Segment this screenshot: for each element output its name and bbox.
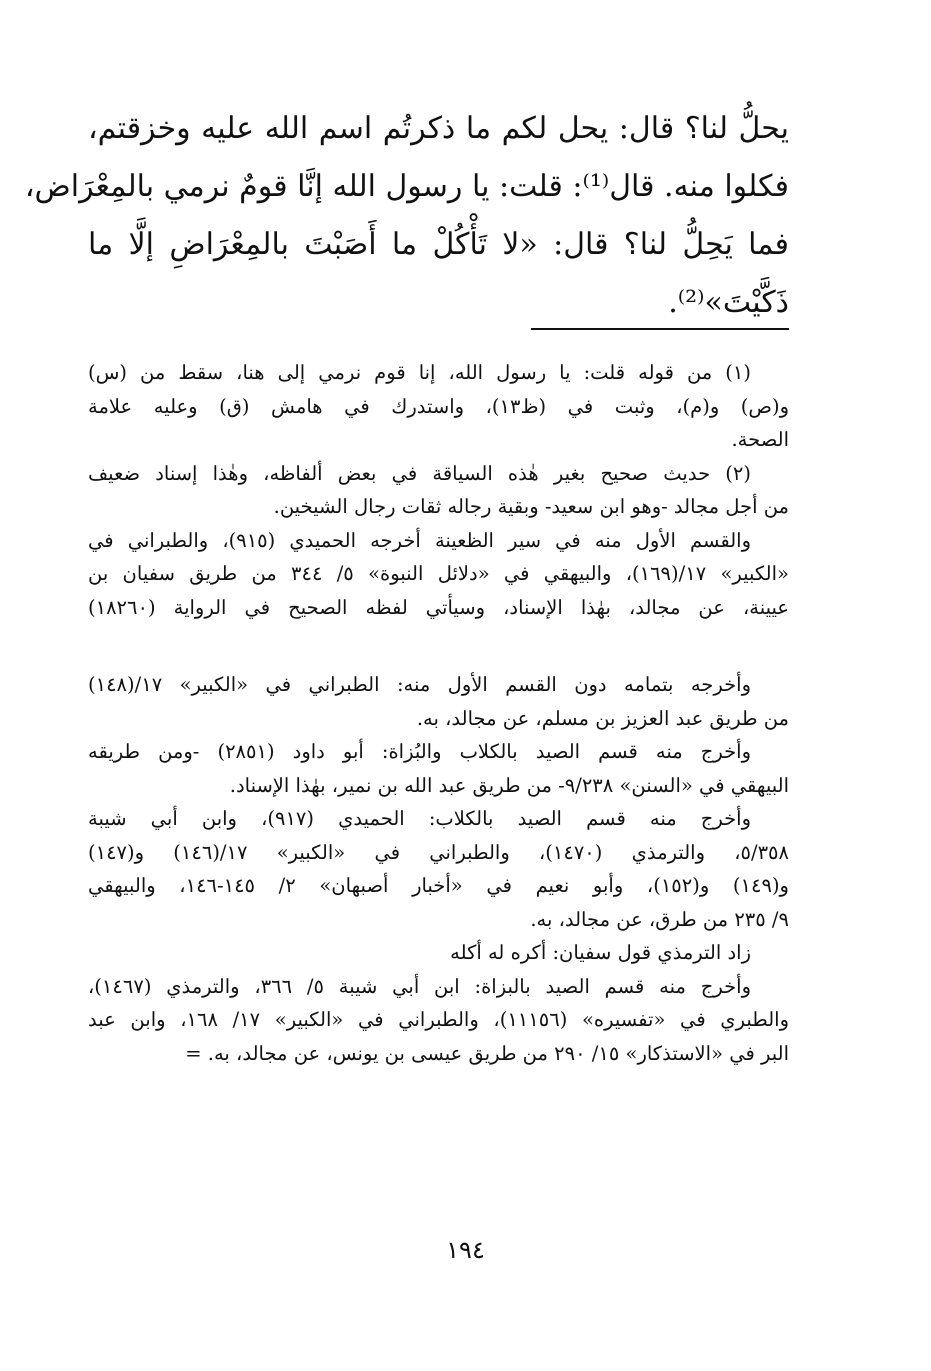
footnote-2-paragraph (88, 936, 789, 970)
footnote-line: (١) من قوله قلت: يا رسول الله، إنا قوم نرمي إلى هنا، سقط من (س) (88, 361, 751, 384)
footnote-line: وأخرجه بتمامه دون القسم الأول منه: الطبراني في «الكبير» ١٧/(١٤٨) (88, 673, 751, 696)
main-text (24, 100, 789, 332)
footnote-line: وأخرج منه قسم الصيد بالكلاب: الحميدي (٩١٧)، وابن أبي شيبة (88, 807, 751, 830)
footnote-line: عيينة، عن مجالد، بهٰذا الإسناد، وسيأتي لفظه الصحيح في الرواية (١٨٢٦٠) (88, 595, 789, 619)
footnote-line: ٥/٣٥٨، والترمذي (١٤٧٠)، والطبراني في «الكبير» ١٧/(١٤٦) و(١٤٧) (88, 840, 789, 864)
footnote-line: البر في «الاستذكار» ١٥/ ٢٩٠ من طريق عيسى بن يونس، عن مجالد، به. = (185, 1041, 789, 1065)
footnote-line: من أجل مجالد -وهو ابن سعيد- وبقية رجاله ثقات رجال الشيخين. (273, 495, 789, 518)
footnote-line: البيهقي في «السنن» ٩/٢٣٨- من طريق عبد الله بن نمير، بهٰذا الإسناد. (229, 773, 789, 797)
footnote-line: «الكبير» ١٧/(١٦٩)، والبيهقي في «دلائل النبوة» ٥/ ٣٤٤ من طريق سفيان بن (88, 562, 789, 585)
footnote-line: الصحة. (731, 428, 789, 451)
footnote-2-paragraph (88, 668, 789, 735)
footnote-1 (88, 356, 789, 457)
main-text-line: فما يَحِلُّ لنا؟ قال: «لا تَأْكُلْ ما أَصَبْتَ بالمِعْرَاضِ إلَّا ما (88, 227, 789, 262)
footnote-2-paragraph (88, 524, 789, 625)
footnote-separator (531, 328, 789, 330)
footnote-line: و(١٤٩) و(١٥٢)، وأبو نعيم في «أخبار أصبهان» ٢/ ١٤٥-١٤٦، والبيهقي (88, 874, 789, 897)
footnote-line: ٩/ ٢٣٥ من طرق، عن مجالد، به. (530, 907, 789, 931)
paragraph-gap (88, 624, 789, 668)
footnote-2-intro (88, 457, 789, 524)
footnote-line: والقسم الأول منه في سير الظعينة أخرجه الحميدي (٩١٥)، والطبراني في (88, 528, 751, 552)
footnote-line: و(ص) و(م)، وثبت في (ظ١٣)، واستدرك في هامش (ق) وعليه علامة (88, 394, 789, 418)
footnote-line: زاد الترمذي قول سفيان: أكره له أكله (450, 941, 751, 964)
footnote-line: (٢) حديث صحيح بغير هٰذه السياقة في بعض ألفاظه، وهٰذا إسناد ضعيف (88, 461, 751, 485)
footnote-line: وأخرج منه قسم الصيد بالكلاب والبُزاة: أبو داود (٢٨٥١) -ومن طريقه (88, 740, 751, 763)
footnote-2-paragraph (88, 970, 789, 1071)
page-number: ١٩٤ (446, 1236, 485, 1264)
footnotes (88, 356, 789, 1070)
main-text-line: ذَكَّيْتَ»⁽²⁾. (668, 285, 789, 320)
footnote-2-paragraph (88, 735, 789, 802)
footnote-line: وأخرج منه قسم الصيد بالبزاة: ابن أبي شيبة ٥/ ٣٦٦، والترمذي (١٤٦٧)، (88, 974, 751, 998)
main-text-line: يحلُّ لنا؟ قال: يحل لكم ما ذكرتُم اسم الله عليه وخزقتم، (88, 111, 789, 146)
main-text-line: فكلوا منه. قال⁽¹⁾: قلت: يا رسول الله إنَّا قومٌ نرمي بالمِعْرَاض، (24, 169, 789, 204)
footnote-line: من طريق عبد العزيز بن مسلم، عن مجالد، به. (416, 706, 789, 730)
footnote-2-paragraph (88, 802, 789, 936)
footnote-line: والطبري في «تفسيره» (١١١٥٦)، والطبراني في «الكبير» ١٧/ ١٦٨، وابن عبد (88, 1008, 789, 1031)
